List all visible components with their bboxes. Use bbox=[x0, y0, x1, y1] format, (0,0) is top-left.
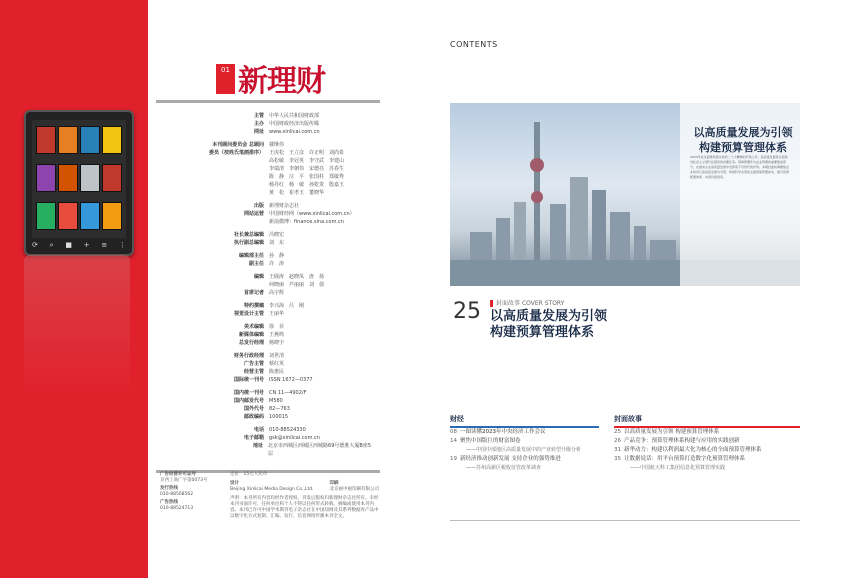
menu-icon: ≡ bbox=[101, 241, 108, 249]
divider bbox=[156, 100, 380, 103]
masthead-key bbox=[160, 218, 269, 226]
contents-item-title: 让数据说话：用平台预算打造数字化预算管理体系 bbox=[624, 456, 746, 462]
masthead-key: 广告主管 bbox=[243, 361, 264, 367]
masthead-row bbox=[160, 273, 375, 289]
masthead-key: 国内统一刊号 bbox=[233, 390, 264, 396]
masthead-row bbox=[160, 426, 375, 434]
masthead-row bbox=[160, 260, 375, 268]
masthead-value: 王虎松 王立彦 许正明 刘尚希 高松敏 李冠英 李守武 李建山 李瑞清 李朝伟 宋德亮 苏春生 陈 静 汪 平 张国柱 郑敏秀 杨丹红 杨 敏 孙乾贵 殷嘉玉 黄 松 崔孝玉 董晓华 bbox=[269, 150, 345, 196]
contents-item-title: 新经济推动创新发展 支持企业的强势推进 bbox=[460, 456, 561, 462]
masthead-key: 美术编辑 bbox=[243, 324, 264, 330]
masthead-key: 视觉设计主管 bbox=[233, 311, 264, 317]
masthead-value: 冯晓宏 bbox=[269, 232, 285, 238]
masthead-value: 高宇辉 bbox=[269, 290, 285, 296]
masthead-key: 经营主管 bbox=[243, 369, 264, 375]
refresh-icon: ⟳ bbox=[32, 241, 38, 249]
magazine-thumbnail bbox=[102, 126, 122, 154]
magazine-thumbnail bbox=[36, 164, 56, 192]
masthead-value: 中国财经网（www.xinlicai.com.cn） bbox=[269, 211, 355, 217]
contents-item[interactable] bbox=[450, 428, 599, 437]
contents-item-title: 一图读懂2023年中央经济工作会议 bbox=[460, 429, 546, 435]
tablet-toolbar bbox=[32, 241, 126, 250]
cover-image-paragraph: 2023年是全面贯彻落实党的二十大精神的开局之年，高质量发展是全面建设社会主义现代化国家的首要任务。预算管理作为企业管理的重要组成部分，在推动企业高质量发展中发挥着不可替代的作用。本期封面故事聚焦企业如何以高质量发展为引领，构建科学完善的全面预算管理体系，提升资源配置效率，实现价值创造。 bbox=[690, 155, 790, 179]
cover-image[interactable] bbox=[450, 103, 800, 286]
masthead-row bbox=[160, 231, 375, 239]
masthead-row bbox=[160, 352, 375, 360]
divider bbox=[450, 520, 800, 521]
masthead-value: 新理财杂志社 bbox=[269, 203, 300, 209]
magazine-thumbnail bbox=[102, 202, 122, 230]
magazine-thumbnail bbox=[58, 126, 78, 154]
masthead-row bbox=[160, 376, 375, 384]
contents-page-number: 35 bbox=[614, 456, 621, 462]
printer-label: 印刷 bbox=[329, 481, 339, 486]
search-icon: ⌕ bbox=[49, 241, 54, 249]
masthead-key: 首席记者 bbox=[243, 290, 264, 296]
contents-page-number: 26 bbox=[614, 438, 621, 444]
masthead-key: 特约撰稿 bbox=[243, 303, 264, 309]
masthead-value: 蔡红英 bbox=[269, 361, 285, 367]
masthead-key: 邮政编码 bbox=[243, 414, 264, 420]
contents-page-number: 14 bbox=[450, 438, 457, 444]
masthead-key: 主办 bbox=[253, 121, 264, 127]
magazine-thumbnail bbox=[80, 164, 100, 192]
magazine-thumbnail bbox=[58, 202, 78, 230]
masthead-value: 中国财政经济出版传媒 bbox=[269, 121, 320, 127]
magazine-thumbnail bbox=[58, 164, 78, 192]
masthead-row bbox=[160, 331, 375, 339]
masthead-row bbox=[160, 218, 375, 226]
masthead-row bbox=[160, 202, 375, 210]
masthead-value: 刘 东 bbox=[269, 240, 285, 246]
contents-heading: CONTENTS bbox=[450, 40, 498, 49]
masthead-row bbox=[160, 289, 375, 297]
masthead-row bbox=[160, 397, 375, 405]
masthead-value: 陈惠民 bbox=[269, 369, 285, 375]
contents-item[interactable] bbox=[450, 455, 599, 464]
masthead-value: www.xinlicai.com.cn bbox=[269, 129, 320, 135]
issue-number-badge: 01 bbox=[216, 64, 235, 94]
masthead-key: 电话 bbox=[253, 427, 264, 433]
masthead-row bbox=[160, 112, 375, 120]
cover-story-tag: 封面故事 COVER STORY bbox=[490, 298, 564, 307]
masthead-row bbox=[160, 310, 375, 318]
masthead-value: 徐 菲 bbox=[269, 324, 285, 330]
masthead-value: 100015 bbox=[269, 414, 289, 420]
masthead-value: 新浪微博：finance.sina.com.cn bbox=[269, 219, 344, 225]
contents-page-number: 19 bbox=[450, 456, 457, 462]
ad-license-value: 京西工商广字第0073号 bbox=[160, 478, 208, 483]
contents-item-title: 产品竞争：预算管理体系构建与应用的实践创新 bbox=[624, 438, 740, 444]
masthead-key: 编辑部主任 bbox=[238, 253, 264, 259]
contents-subtitle[interactable]: ——中国航天科工集团信息化预算管理实践 bbox=[630, 465, 726, 471]
masthead-key: 网址 bbox=[253, 129, 264, 135]
copyright-statement: 声明：本刊所有内容均经作者授权，刊发后版权归新理财杂志社所有。未经本刊书面许可，任何单位和个人不得以任何形式转载、摘编或使用本刊内容。本刊已许可中国学术期刊电子杂志社在中国知网及其系列数据库产品中以数字化方式复制、汇编、发行、信息网络传播本刊全文。 bbox=[230, 496, 379, 519]
contents-page-number: 31 bbox=[614, 447, 621, 453]
masthead-value: 楼继伟 bbox=[269, 142, 285, 148]
masthead-key: 副主任 bbox=[248, 261, 264, 267]
contents-item[interactable] bbox=[614, 437, 800, 446]
issue-hotline-value: 010-88508562 bbox=[160, 492, 194, 497]
footer-info bbox=[160, 472, 380, 520]
masthead-value: ISSN 1672—0377 bbox=[269, 377, 313, 383]
masthead-row bbox=[160, 239, 375, 247]
masthead-value: M580 bbox=[269, 398, 283, 404]
masthead-row bbox=[160, 389, 375, 397]
contents-item-title: 聚焦中国版巨的财富图卷 bbox=[460, 438, 521, 444]
masthead-key: 财务行政经理 bbox=[233, 353, 264, 359]
contents-page-number: 25 bbox=[614, 429, 621, 435]
masthead-key: 执行副总编辑 bbox=[233, 240, 264, 246]
masthead-value: 王燕鸣 bbox=[269, 332, 285, 338]
masthead-row bbox=[160, 368, 375, 376]
masthead-key: 国内邮发代号 bbox=[233, 398, 264, 404]
more-icon: ⋮ bbox=[119, 241, 126, 249]
masthead-row bbox=[160, 149, 375, 197]
ad-hotline-value: 010-88524713 bbox=[160, 506, 194, 511]
price: 定价：15元人民币 bbox=[230, 472, 268, 477]
finance-heading: 财经 bbox=[450, 414, 599, 428]
magazine-thumbnail bbox=[36, 202, 56, 230]
masthead-value: 孙 静 bbox=[269, 253, 285, 259]
contents-item[interactable] bbox=[614, 428, 800, 437]
design-value: Beijing Xinlicai Media Design Co.,Ltd. bbox=[230, 487, 314, 492]
masthead-row bbox=[160, 120, 375, 128]
masthead-row bbox=[160, 210, 375, 218]
bookmark-icon: ■ bbox=[65, 241, 72, 249]
masthead-row bbox=[160, 252, 375, 260]
masthead-value: 中华人民共和国财政部 bbox=[269, 113, 320, 119]
contents-subtitle[interactable]: ——中国中部地区高质量发展中的产业转型升级分析 bbox=[466, 447, 582, 453]
masthead-value: CN 11—4902/F bbox=[269, 390, 307, 396]
masthead-row bbox=[160, 434, 375, 442]
finance-section bbox=[450, 414, 599, 473]
design-label: 设计 bbox=[230, 481, 239, 486]
contents-item[interactable] bbox=[450, 437, 599, 446]
tablet-screen bbox=[32, 120, 126, 238]
masthead-key: 编辑 bbox=[253, 274, 264, 280]
magazine-thumbnail bbox=[80, 126, 100, 154]
cover-story-page-number: 25 bbox=[453, 299, 481, 324]
contents-item[interactable] bbox=[614, 446, 800, 455]
masthead-value: 刘世清 bbox=[269, 353, 285, 359]
masthead bbox=[160, 112, 375, 458]
masthead-key: 委员（按姓氏笔画排序） bbox=[208, 150, 264, 156]
masthead-value: 北京市西城区西城区西城路69号德胜大厦B座5层 bbox=[268, 443, 372, 457]
masthead-key: 主管 bbox=[253, 113, 264, 119]
cover-story-title[interactable]: 以高质量发展为引领 构建预算管理体系 bbox=[490, 309, 608, 340]
cover-section-heading: 封面故事 bbox=[614, 414, 800, 428]
contents-page-number: 08 bbox=[450, 429, 457, 435]
masthead-key: 网站运营 bbox=[243, 211, 264, 217]
masthead-key: 出版 bbox=[253, 203, 264, 209]
magazine-thumbnail bbox=[102, 164, 122, 192]
masthead-value: 王砚涛 赵晓凤 唐 扬 何晓丽 芦丽丽 刘 倩 bbox=[269, 274, 325, 288]
masthead-value: 杨晓宇 bbox=[269, 340, 285, 346]
masthead-key: 国际统一刊号 bbox=[233, 377, 264, 383]
masthead-row bbox=[160, 413, 375, 421]
magazine-thumbnail bbox=[36, 126, 56, 154]
masthead-value: 王丽华 bbox=[269, 311, 285, 317]
masthead-value: gsk@xinlicai.com.cn bbox=[269, 435, 320, 441]
masthead-value: 82—763 bbox=[269, 406, 290, 412]
contents-item-title: 新华动力：构建以利润最大化为核心的全面预算管理体系 bbox=[624, 447, 762, 453]
masthead-row bbox=[160, 302, 375, 310]
masthead-key: 地址 bbox=[253, 443, 264, 449]
cover-image-title: 以高质量发展为引领 构建预算管理体系 bbox=[693, 126, 793, 154]
masthead-value: 李兴海 吕 刚 bbox=[269, 303, 305, 309]
masthead-row bbox=[160, 323, 375, 331]
printer-value: 北京画中画印刷有限公司 bbox=[329, 487, 379, 492]
masthead-key: 社长兼总编辑 bbox=[233, 232, 264, 238]
magazine-thumbnail bbox=[80, 202, 100, 230]
masthead-value: 许 涛 bbox=[269, 261, 285, 267]
masthead-key: 总发行经理 bbox=[238, 340, 264, 346]
magazine-logo: 新理财 bbox=[238, 64, 325, 99]
masthead-row bbox=[160, 360, 375, 368]
masthead-row bbox=[160, 128, 375, 136]
contents-item[interactable] bbox=[614, 455, 800, 464]
masthead-row bbox=[160, 141, 375, 149]
masthead-row bbox=[160, 339, 375, 347]
masthead-key: 国外代号 bbox=[243, 406, 264, 412]
ad-hotline-label: 广告热线 bbox=[160, 500, 178, 505]
masthead-row bbox=[160, 405, 375, 413]
tablet-illustration bbox=[24, 110, 134, 256]
masthead-value: 010-88524330 bbox=[269, 427, 306, 433]
cover-story-section bbox=[614, 414, 800, 473]
masthead-row bbox=[160, 442, 375, 458]
contents-subtitle[interactable]: ——苏州高新区税收征管改革调查 bbox=[466, 465, 542, 471]
masthead-key: 本刊顾问委员会 总顾问 bbox=[212, 142, 264, 148]
ad-license-label: 广告经营许可证号 bbox=[160, 472, 196, 477]
masthead-key: 电子邮箱 bbox=[243, 435, 264, 441]
masthead-key: 新媒体编辑 bbox=[238, 332, 264, 338]
contents-item-title: 以高质量发展为引领 构建预算管理体系 bbox=[624, 429, 720, 435]
add-icon: + bbox=[83, 241, 90, 249]
issue-hotline-label: 发行热线 bbox=[160, 486, 178, 491]
tablet-reflection bbox=[24, 255, 130, 395]
